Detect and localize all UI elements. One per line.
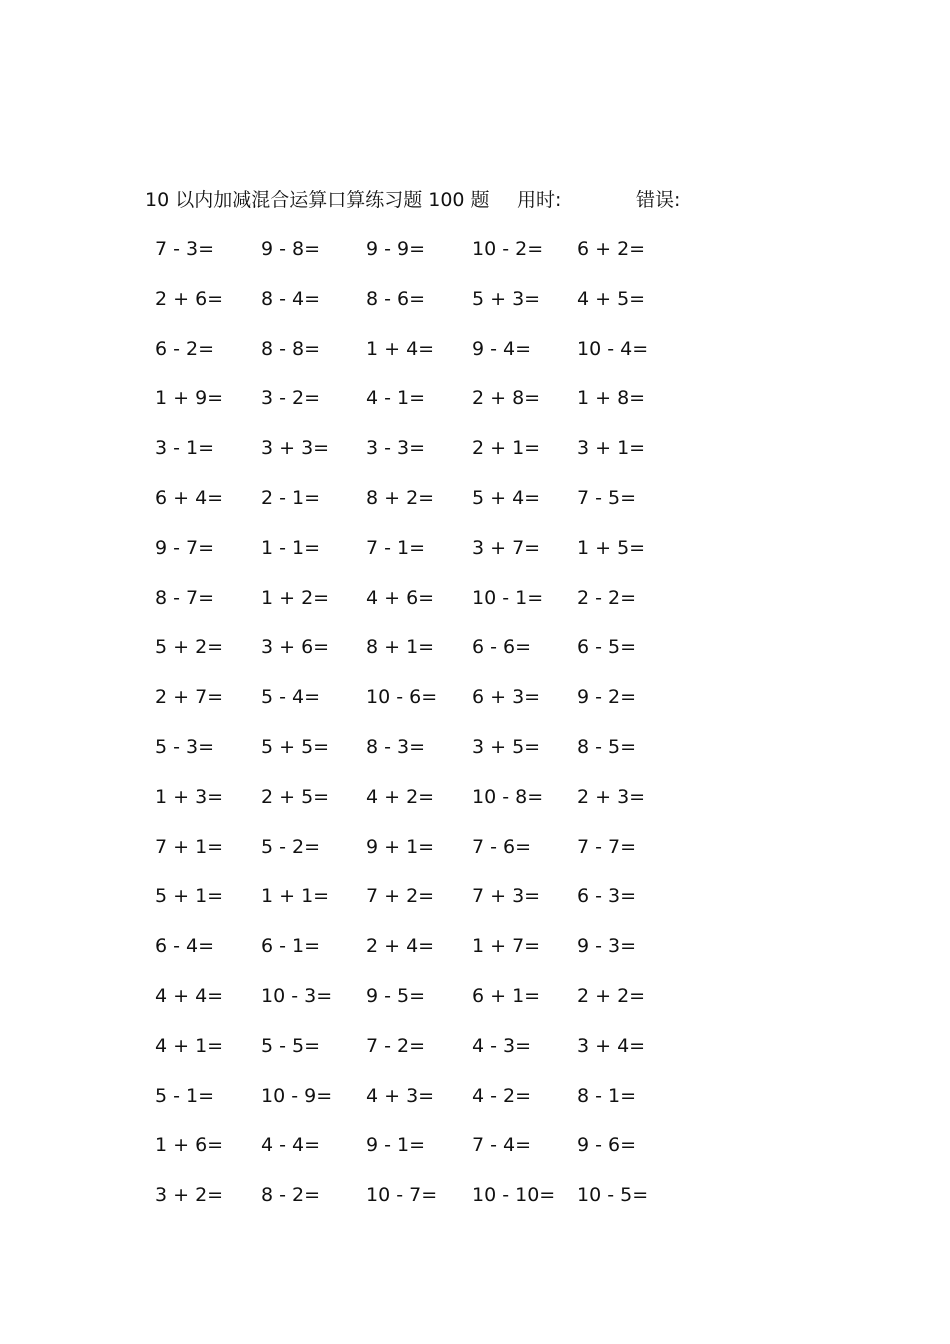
problem-cell: 8 - 3= — [366, 735, 426, 758]
problem-cell: 10 - 10= — [472, 1184, 556, 1207]
problem-cell: 5 - 1= — [155, 1084, 215, 1107]
problem-cell: 9 + 1= — [366, 835, 435, 858]
problem-cell: 5 + 5= — [261, 735, 330, 758]
problem-cell: 10 - 7= — [366, 1184, 438, 1207]
problem-cell: 6 - 6= — [472, 636, 532, 659]
problem-cell: 2 + 6= — [155, 287, 224, 310]
problem-cell: 3 + 1= — [577, 437, 646, 460]
problem-cell: 2 + 7= — [155, 686, 224, 709]
problem-cell: 4 - 4= — [261, 1134, 321, 1157]
problem-cell: 2 + 2= — [577, 984, 646, 1007]
problem-cell: 8 - 1= — [577, 1084, 637, 1107]
problem-cell: 7 + 1= — [155, 835, 224, 858]
problem-row — [0, 782, 950, 832]
problem-cell: 7 - 2= — [366, 1034, 426, 1057]
problem-cell: 8 - 6= — [366, 287, 426, 310]
problem-row — [0, 1130, 950, 1180]
time-used-label: 用时: — [517, 189, 562, 211]
problem-cell: 3 + 5= — [472, 735, 541, 758]
problem-cell: 9 - 1= — [366, 1134, 426, 1157]
problem-cell: 2 - 1= — [261, 486, 321, 509]
problem-cell: 9 - 7= — [155, 536, 215, 559]
problem-cell: 4 + 2= — [366, 785, 435, 808]
problem-cell: 10 - 5= — [577, 1184, 649, 1207]
problem-cell: 1 + 5= — [577, 536, 646, 559]
problem-cell: 2 - 2= — [577, 586, 637, 609]
problem-cell: 5 - 4= — [261, 686, 321, 709]
problem-cell: 10 - 2= — [472, 238, 544, 260]
problem-cell: 10 - 6= — [366, 686, 438, 709]
problem-cell: 9 - 9= — [366, 238, 426, 260]
problem-row — [0, 1180, 950, 1230]
problem-cell: 10 - 9= — [261, 1084, 333, 1107]
problem-cell: 2 + 5= — [261, 785, 330, 808]
problem-cell: 1 + 4= — [366, 337, 435, 360]
problem-row — [0, 483, 950, 533]
problem-cell: 6 + 3= — [472, 686, 541, 709]
problem-cell: 4 - 1= — [366, 387, 426, 410]
problem-cell: 7 - 1= — [366, 536, 426, 559]
problem-cell: 1 + 8= — [577, 387, 646, 410]
problem-row — [0, 533, 950, 583]
problem-cell: 6 - 3= — [577, 885, 637, 908]
worksheet-title: 10 以内加减混合运算口算练习题 100 题 — [145, 189, 490, 211]
problem-row — [0, 881, 950, 931]
problem-cell: 3 + 6= — [261, 636, 330, 659]
problem-cell: 10 - 8= — [472, 785, 544, 808]
problem-cell: 9 - 4= — [472, 337, 532, 360]
problem-cell: 1 + 2= — [261, 586, 330, 609]
problem-cell: 3 - 3= — [366, 437, 426, 460]
problem-cell: 4 + 1= — [155, 1034, 224, 1057]
problem-cell: 1 + 1= — [261, 885, 330, 908]
problem-row — [0, 383, 950, 433]
problem-row — [0, 632, 950, 682]
problem-cell: 3 + 7= — [472, 536, 541, 559]
problem-cell: 3 - 1= — [155, 437, 215, 460]
problem-cell: 8 - 8= — [261, 337, 321, 360]
problem-cell: 4 + 4= — [155, 984, 224, 1007]
problem-cell: 9 - 5= — [366, 984, 426, 1007]
problem-row — [0, 583, 950, 633]
problem-cell: 7 - 6= — [472, 835, 532, 858]
problem-cell: 4 - 3= — [472, 1034, 532, 1057]
problem-cell: 9 - 3= — [577, 935, 637, 958]
problem-cell: 5 + 1= — [155, 885, 224, 908]
problem-row — [0, 234, 950, 284]
problem-cell: 7 - 5= — [577, 486, 637, 509]
problem-cell: 6 + 4= — [155, 486, 224, 509]
problem-cell: 10 - 4= — [577, 337, 649, 360]
problem-cell: 4 + 6= — [366, 586, 435, 609]
problem-cell: 5 - 3= — [155, 735, 215, 758]
problem-cell: 8 + 2= — [366, 486, 435, 509]
errors-label: 错误: — [636, 189, 681, 211]
problem-cell: 3 + 3= — [261, 437, 330, 460]
problem-cell: 7 + 3= — [472, 885, 541, 908]
problem-cell: 8 - 4= — [261, 287, 321, 310]
problem-row — [0, 284, 950, 334]
problem-row — [0, 1081, 950, 1131]
problem-row — [0, 682, 950, 732]
problem-cell: 6 - 4= — [155, 935, 215, 958]
problem-cell: 2 + 8= — [472, 387, 541, 410]
problem-row — [0, 732, 950, 782]
problem-cell: 7 - 4= — [472, 1134, 532, 1157]
problem-cell: 2 + 1= — [472, 437, 541, 460]
problem-cell: 6 - 1= — [261, 935, 321, 958]
problem-cell: 5 - 5= — [261, 1034, 321, 1057]
problem-cell: 5 + 2= — [155, 636, 224, 659]
problem-row — [0, 981, 950, 1031]
problem-cell: 1 - 1= — [261, 536, 321, 559]
problem-cell: 5 + 4= — [472, 486, 541, 509]
problem-cell: 5 - 2= — [261, 835, 321, 858]
problem-cell: 1 + 9= — [155, 387, 224, 410]
problem-row — [0, 832, 950, 882]
problem-cell: 6 - 5= — [577, 636, 637, 659]
problem-cell: 6 + 1= — [472, 984, 541, 1007]
problem-cell: 10 - 3= — [261, 984, 333, 1007]
problem-cell: 6 - 2= — [155, 337, 215, 360]
problem-cell: 4 + 3= — [366, 1084, 435, 1107]
problem-grid — [0, 234, 950, 1230]
problem-cell: 3 + 4= — [577, 1034, 646, 1057]
problem-cell: 6 + 2= — [577, 238, 646, 260]
problem-cell: 3 - 2= — [261, 387, 321, 410]
problem-cell: 1 + 3= — [155, 785, 224, 808]
problem-row — [0, 334, 950, 384]
problem-cell: 2 + 4= — [366, 935, 435, 958]
problem-cell: 9 - 8= — [261, 238, 321, 260]
problem-cell: 9 - 6= — [577, 1134, 637, 1157]
problem-cell: 7 - 3= — [155, 238, 215, 260]
problem-cell: 4 - 2= — [472, 1084, 532, 1107]
problem-cell: 7 + 2= — [366, 885, 435, 908]
problem-row — [0, 1031, 950, 1081]
problem-cell: 1 + 7= — [472, 935, 541, 958]
problem-cell: 4 + 5= — [577, 287, 646, 310]
problem-cell: 1 + 6= — [155, 1134, 224, 1157]
problem-cell: 8 - 7= — [155, 586, 215, 609]
problem-cell: 7 - 7= — [577, 835, 637, 858]
problem-row — [0, 433, 950, 483]
problem-cell: 2 + 3= — [577, 785, 646, 808]
problem-row — [0, 931, 950, 981]
problem-cell: 3 + 2= — [155, 1184, 224, 1207]
problem-cell: 10 - 1= — [472, 586, 544, 609]
problem-cell: 9 - 2= — [577, 686, 637, 709]
problem-cell: 8 - 2= — [261, 1184, 321, 1207]
problem-cell: 8 - 5= — [577, 735, 637, 758]
problem-cell: 5 + 3= — [472, 287, 541, 310]
problem-cell: 8 + 1= — [366, 636, 435, 659]
